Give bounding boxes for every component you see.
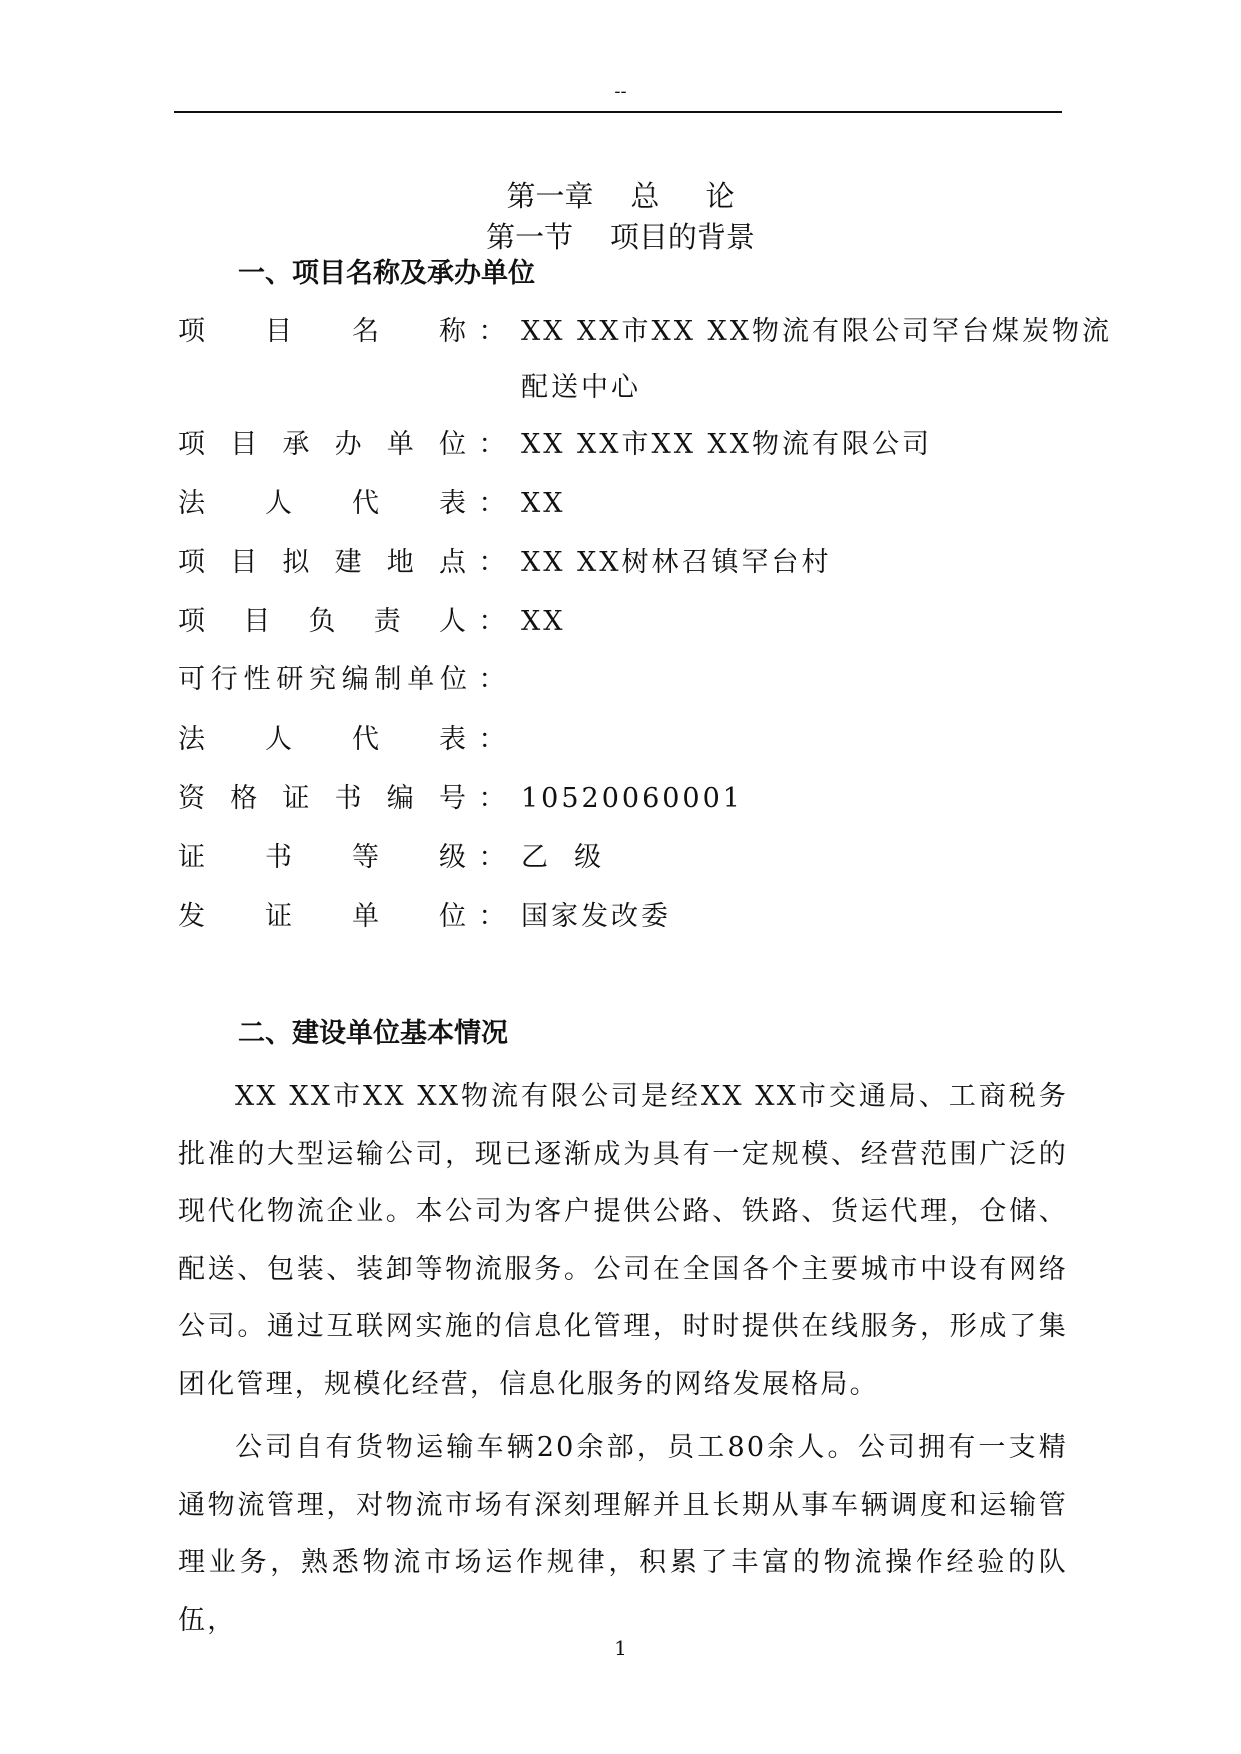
field-colon: ： bbox=[478, 842, 506, 873]
field-colon: ： bbox=[478, 488, 506, 519]
field-value: 乙 级 bbox=[521, 842, 605, 873]
field-colon: ： bbox=[478, 724, 506, 755]
field-value: XX XX市XX XX物流有限公司 bbox=[521, 429, 932, 460]
field-colon: ： bbox=[478, 901, 506, 932]
paragraph-company-resources: 公司自有货物运输车辆20余部，员工80余人。公司拥有一支精通物流管理，对物流市场有深刻理解并且长期从事车辆调度和运输管理业务，熟悉物流市场运作规律，积累了丰富的物流操作经验的队伍， bbox=[178, 1432, 1068, 1636]
field-colon: ： bbox=[478, 606, 506, 637]
page-number: 1 bbox=[614, 1636, 627, 1660]
page-header-rule bbox=[174, 111, 1062, 113]
field-colon: ： bbox=[478, 429, 506, 460]
field-project-name bbox=[178, 312, 1112, 403]
chapter-title: 第一章 总 论 bbox=[506, 179, 735, 213]
page-header-mark: -- bbox=[614, 81, 627, 102]
field-value: XX XX树林召镇罕台村 bbox=[521, 547, 832, 578]
field-label: 项目负责人 bbox=[178, 606, 468, 637]
field-label: 发证单位 bbox=[178, 901, 468, 932]
field-colon: ： bbox=[478, 316, 506, 347]
field-label: 证书等级 bbox=[178, 842, 468, 873]
heading-project-info: 一、项目名称及承办单位 bbox=[238, 258, 535, 289]
field-colon: ： bbox=[478, 664, 506, 695]
field-certificate-number bbox=[178, 779, 1078, 819]
field-value: XX bbox=[521, 606, 566, 637]
field-project-lead bbox=[178, 602, 1078, 642]
field-value-continued: 配送中心 bbox=[521, 372, 641, 403]
field-label: 资格证书编号 bbox=[178, 783, 468, 814]
section-title: 第一节 项目的背景 bbox=[486, 220, 755, 254]
field-colon: ： bbox=[478, 547, 506, 578]
field-issuing-authority bbox=[178, 897, 1078, 937]
heading-company-overview: 二、建设单位基本情况 bbox=[238, 1018, 508, 1049]
field-proposed-site bbox=[178, 543, 1078, 583]
field-value: 10520060001 bbox=[521, 783, 743, 814]
field-colon: ： bbox=[478, 783, 506, 814]
field-undertaking-unit bbox=[178, 425, 1078, 465]
field-certificate-grade bbox=[178, 838, 1078, 878]
field-label: 法人代表 bbox=[178, 488, 468, 519]
paragraph-company-intro: XX XX市XX XX物流有限公司是经XX XX市交通局、工商税务批准的大型运输公司，现已逐渐成为具有一定规模、经营范围广泛的现代化物流企业。本公司为客户提供公路、铁路、货运代理，仓储、配送、包装、装卸等物流服务。公司在全国各个主要城市中设有网络公司。通过互联网实施的信息化管理，时时提供在线服务，形成了集团化管理，规模化经营，信息化服务的网络发展格局。 bbox=[178, 1081, 1068, 1400]
field-legal-representative-2 bbox=[178, 720, 1078, 760]
field-value: XX XX市XX XX物流有限公司罕台煤炭物流 bbox=[521, 316, 1112, 347]
field-label: 项目名称 bbox=[178, 316, 468, 347]
field-feasibility-unit bbox=[178, 660, 1078, 700]
field-value: 国家发改委 bbox=[521, 901, 671, 932]
field-label: 项目承办单位 bbox=[178, 429, 468, 460]
field-label: 可行性研究编制单位 bbox=[178, 664, 468, 695]
field-label: 法人代表 bbox=[178, 724, 468, 755]
field-legal-representative bbox=[178, 484, 1078, 524]
field-label: 项目拟建地点 bbox=[178, 547, 468, 578]
field-value: XX bbox=[521, 488, 566, 519]
